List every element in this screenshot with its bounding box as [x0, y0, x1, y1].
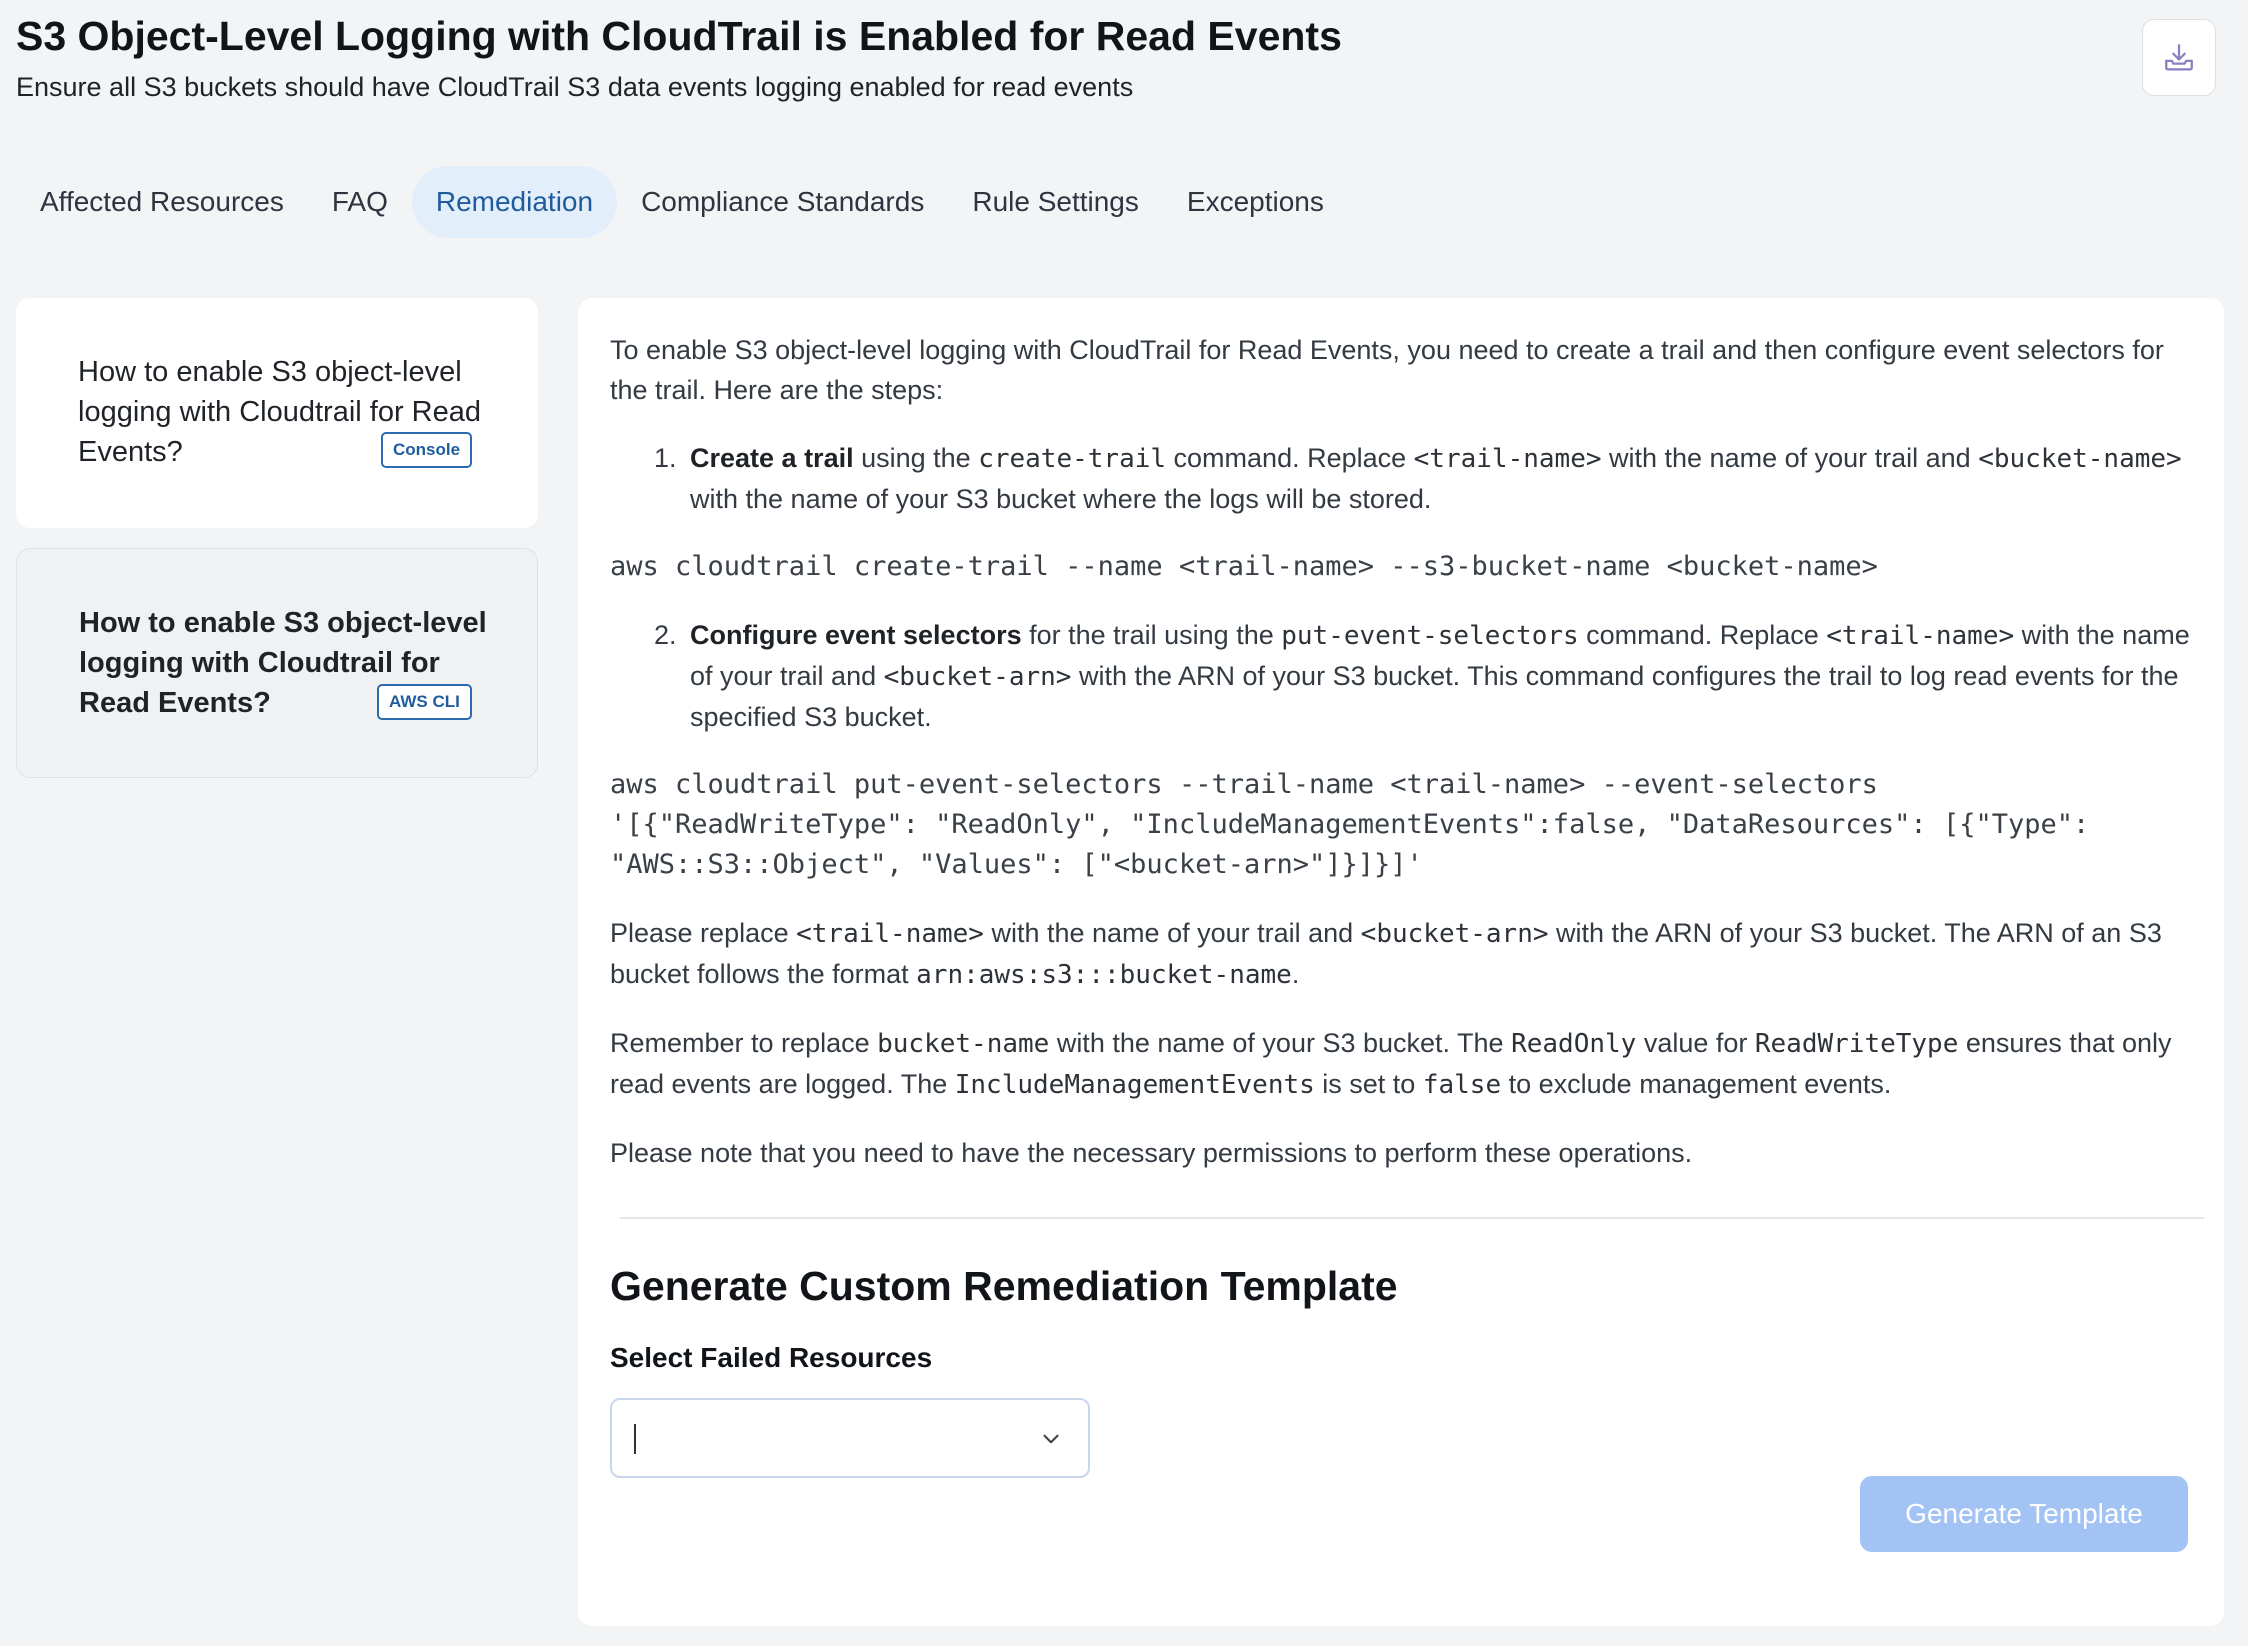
step-text: command. Replace	[1578, 620, 1827, 650]
tab-exceptions[interactable]: Exceptions	[1186, 186, 1324, 217]
inline-code: <bucket-name>	[1978, 444, 2182, 474]
text: is set to	[1314, 1069, 1423, 1099]
remediation-method-list	[16, 298, 538, 778]
step-heading: Configure event selectors	[690, 620, 1022, 650]
download-button[interactable]	[2142, 19, 2216, 96]
step-text: for the trail using the	[1021, 620, 1282, 650]
tab-rule-settings[interactable]: Rule Settings	[972, 186, 1139, 217]
generate-template-button[interactable]: Generate Template	[1860, 1476, 2188, 1552]
inline-code: <trail-name>	[1413, 444, 1602, 474]
text: with the ARN of your S3 bucket. The ARN of an S3 bucket follows the format	[610, 918, 2162, 989]
step-text: command. Replace	[1166, 443, 1414, 473]
text: .	[1291, 959, 1300, 989]
method-card-console[interactable]	[16, 298, 538, 528]
step-text: with the name of your trail and	[1601, 443, 1979, 473]
step-text: with the name of your S3 bucket where the logs will be stored.	[690, 484, 1432, 514]
text: value for	[1636, 1028, 1755, 1058]
step-number: 2.	[654, 620, 677, 650]
text: to exclude management events.	[1501, 1069, 1892, 1099]
text: with the name of your trail and	[983, 918, 1361, 948]
steps-list	[654, 615, 2192, 737]
failed-resources-select[interactable]	[610, 1398, 1090, 1478]
text-cursor	[634, 1424, 636, 1454]
tab-bar	[0, 166, 1348, 238]
generator-title: Generate Custom Remediation Template	[610, 1263, 1398, 1309]
method-badge-aws-cli: AWS CLI	[377, 684, 472, 720]
inline-code: create-trail	[978, 444, 1167, 474]
chevron-down-icon	[1038, 1426, 1064, 1452]
code-block-create-trail: aws cloudtrail create-trail --name <trail-name> --s3-bucket-name <bucket-name>	[610, 551, 1878, 582]
tab-affected-resources[interactable]: Affected Resources	[40, 186, 284, 217]
method-card-aws-cli[interactable]	[16, 548, 538, 778]
inline-code: arn:aws:s3:::bucket-name	[916, 960, 1292, 990]
inline-code: put-event-selectors	[1281, 621, 1579, 651]
text: ensures that only read events are logged. The	[610, 1028, 2172, 1099]
page-subtitle: Ensure all S3 buckets should have CloudTrail S3 data events logging enabled for read events	[16, 72, 1134, 102]
tab-compliance-standards[interactable]: Compliance Standards	[641, 186, 925, 217]
page-title: S3 Object-Level Logging with CloudTrail is Enabled for Read Events	[16, 13, 1342, 59]
step-heading: Create a trail	[690, 443, 854, 473]
remediation-content-panel	[578, 298, 2224, 1626]
inline-code: bucket-name	[877, 1029, 1050, 1059]
step-number: 1.	[654, 443, 677, 473]
text: with the name of your S3 bucket. The	[1049, 1028, 1512, 1058]
steps-list	[654, 438, 2192, 519]
failed-resources-label: Select Failed Resources	[610, 1342, 933, 1373]
method-badge-console: Console	[381, 432, 472, 468]
step-configure-event-selectors	[654, 615, 2192, 737]
method-title: How to enable S3 object-level logging with Cloudtrail for Read Events?	[79, 607, 487, 719]
paragraph-permissions-note: Please note that you need to have the necessary permissions to perform these operations.	[610, 1138, 1693, 1168]
code-block-put-event-selectors: aws cloudtrail put-event-selectors --trail-name <trail-name> --event-selectors '[{"ReadWriteType": "ReadOnly", "IncludeManagementEvents":false, "DataResources": [{"Type": "AWS::S3::Object", "Values": ["<bucket-arn>"]}]}]'	[610, 769, 2106, 880]
inline-code: <trail-name>	[1826, 621, 2015, 651]
paragraph-replace-values	[610, 913, 2192, 995]
inline-code: ReadOnly	[1511, 1029, 1637, 1059]
paragraph-remember	[610, 1023, 2192, 1105]
inline-code: <trail-name>	[796, 919, 984, 949]
inline-code: false	[1422, 1070, 1502, 1100]
text: Please replace	[610, 918, 797, 948]
inline-code: <bucket-arn>	[1360, 919, 1549, 949]
page-header	[16, 10, 1342, 103]
text: Remember to replace	[610, 1028, 878, 1058]
inline-code: IncludeManagementEvents	[954, 1070, 1315, 1100]
inline-code: <bucket-arn>	[883, 662, 1072, 692]
intro-text: To enable S3 object-level logging with CloudTrail for Read Events, you need to create a trail and then configure event selectors for the trail. Here are the steps:	[610, 335, 2164, 405]
step-create-trail	[654, 438, 2192, 519]
download-tray-icon	[2162, 41, 2196, 75]
tab-remediation[interactable]: Remediation	[412, 166, 617, 238]
method-title: How to enable S3 object-level logging with Cloudtrail for Read Events?	[78, 356, 481, 468]
step-text: using the	[853, 443, 979, 473]
inline-code: ReadWriteType	[1754, 1029, 1959, 1059]
section-divider	[620, 1217, 2204, 1219]
tab-faq[interactable]: FAQ	[331, 186, 388, 217]
step-text: with the name of your trail and	[690, 620, 2190, 691]
step-text: with the ARN of your S3 bucket. This command configures the trail to log read events for the specified S3 bucket.	[690, 661, 2179, 732]
